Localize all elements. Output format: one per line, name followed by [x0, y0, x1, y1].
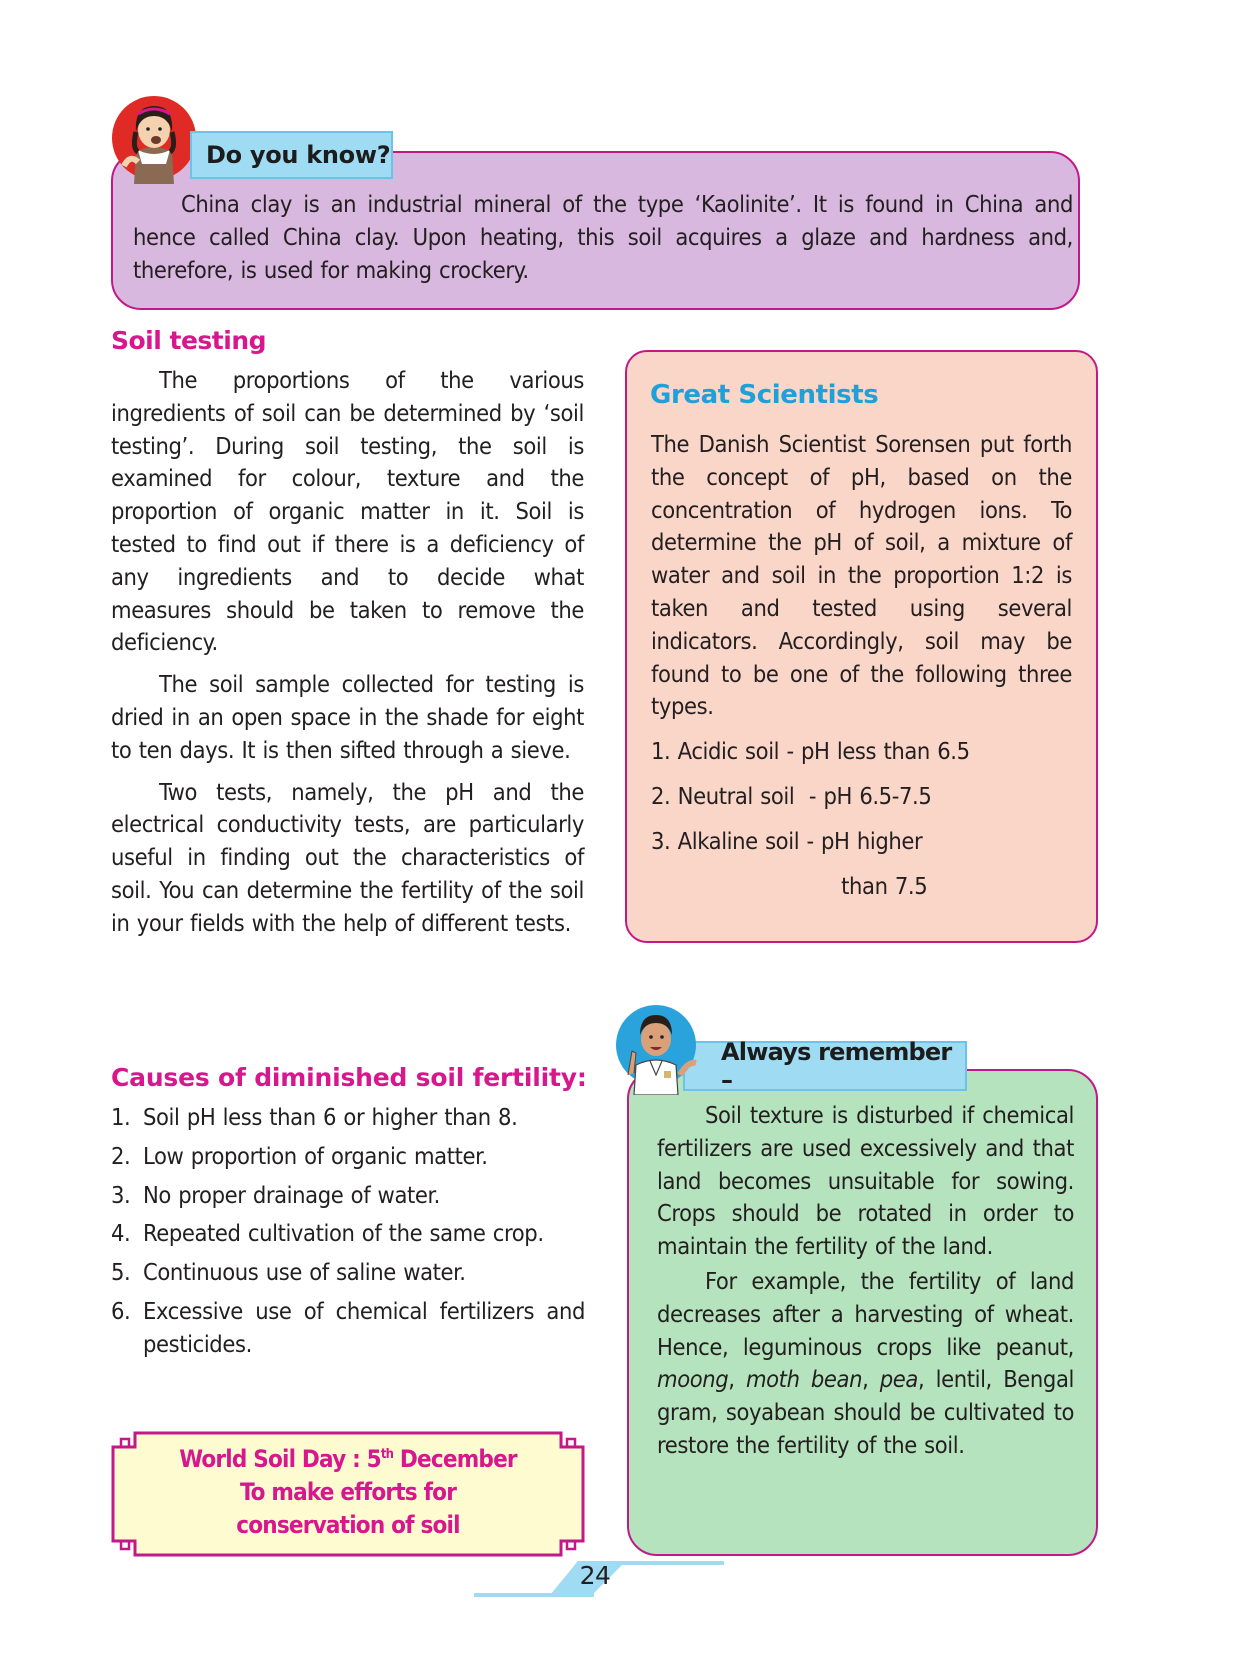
world-soil-day-line3: conservation of soil	[236, 1511, 460, 1539]
soil-testing-body	[111, 364, 584, 940]
soil-testing-paragraph: The proportions of the various ingredients of soil can be determined by ‘soil testing’. During soil testing, the soil is examined for colour, texture and the proportion of organic matter in it. Soil is tested to find out if there is a deficiency of any ingredients and to decide what measures should be taken to remove the deficiency.	[111, 366, 584, 657]
do-you-know-label: Do you know?	[190, 131, 393, 179]
list-item	[111, 1140, 585, 1173]
list-item	[111, 1179, 585, 1212]
causes-heading: Causes of diminished soil fertility:	[111, 1063, 587, 1092]
list-item	[111, 1295, 585, 1361]
list-item: 2. Neutral soil - pH 6.5-7.5	[651, 782, 932, 810]
always-remember-paragraph: Soil texture is disturbed if chemical fertilizers are used excessively and that land becomes unsuitable for sowing. Crops should be rotated in order to maintain the fertility of the land.	[657, 1101, 1074, 1261]
world-soil-day-title: World Soil Day : 5th December	[179, 1445, 517, 1473]
list-item: than 7.5	[651, 872, 928, 900]
world-soil-day-text	[111, 1443, 585, 1542]
soil-types-list	[651, 735, 1081, 915]
do-you-know-text: China clay is an industrial mineral of the type ‘Kaolinite’. It is found in China and hence called China clay. Upon heating, this soil acquires a glaze and hardness and, therefore, is used for making crockery.	[133, 190, 1073, 284]
list-item	[111, 1256, 585, 1289]
list-number: 3.	[111, 1180, 131, 1209]
list-item	[111, 1217, 585, 1250]
causes-list	[111, 1101, 585, 1367]
world-soil-day-line2: To make efforts for	[239, 1478, 457, 1506]
soil-testing-paragraph: The soil sample collected for testing is dried in an open space in the shade for eight to ten days. It is then sifted through a sieve.	[111, 670, 584, 764]
list-text: Repeated cultivation of the same crop.	[143, 1219, 544, 1248]
list-number: 4.	[111, 1219, 131, 1248]
list-number: 1.	[111, 1103, 131, 1131]
soil-testing-heading: Soil testing	[111, 326, 267, 355]
great-scientists-title: Great Scientists	[650, 380, 879, 410]
girl-avatar-icon	[108, 92, 200, 184]
list-text: Soil pH less than 6 or higher than 8.	[143, 1103, 518, 1131]
list-number: 2.	[111, 1141, 131, 1170]
list-item: 1. Acidic soil - pH less than 6.5	[651, 737, 970, 765]
always-remember-paragraph: For example, the fertility of land decreases after a harvesting of wheat. Hence, leguminous crops like peanut, moong, moth bean, pea, lentil, Bengal gram, soyabean should be cultivated to restore the fertility of the soil.	[657, 1266, 1074, 1459]
list-text: Continuous use of saline water.	[143, 1258, 466, 1287]
list-text: Low proportion of organic matter.	[143, 1141, 488, 1170]
list-item: 3. Alkaline soil - pH higher	[651, 827, 923, 855]
page-number: 24	[579, 1561, 611, 1590]
list-item	[111, 1101, 585, 1134]
soil-testing-paragraph: Two tests, namely, the pH and the electrical conductivity tests, are particularly useful in finding out the characteristics of soil. You can determine the fertility of the soil in your fields with the help of different tests.	[111, 777, 584, 937]
list-number: 6.	[111, 1296, 131, 1325]
list-text: No proper drainage of water.	[143, 1180, 440, 1209]
always-remember-text	[657, 1099, 1074, 1462]
boy-avatar-icon	[612, 995, 712, 1095]
great-scientists-text: The Danish Scientist Sorensen put forth the concept of pH, based on the concentration of hydrogen ions. To determine the pH of soil, a mixture of water and soil in the proportion 1:2 is taken and tested using several indicators. Accordingly, soil may be found to be one of the following three types.	[651, 430, 1072, 721]
always-remember-label: Always remember –	[683, 1041, 967, 1091]
list-number: 5.	[111, 1258, 131, 1287]
list-text: Excessive use of chemical fertilizers and pesticides.	[143, 1296, 585, 1358]
